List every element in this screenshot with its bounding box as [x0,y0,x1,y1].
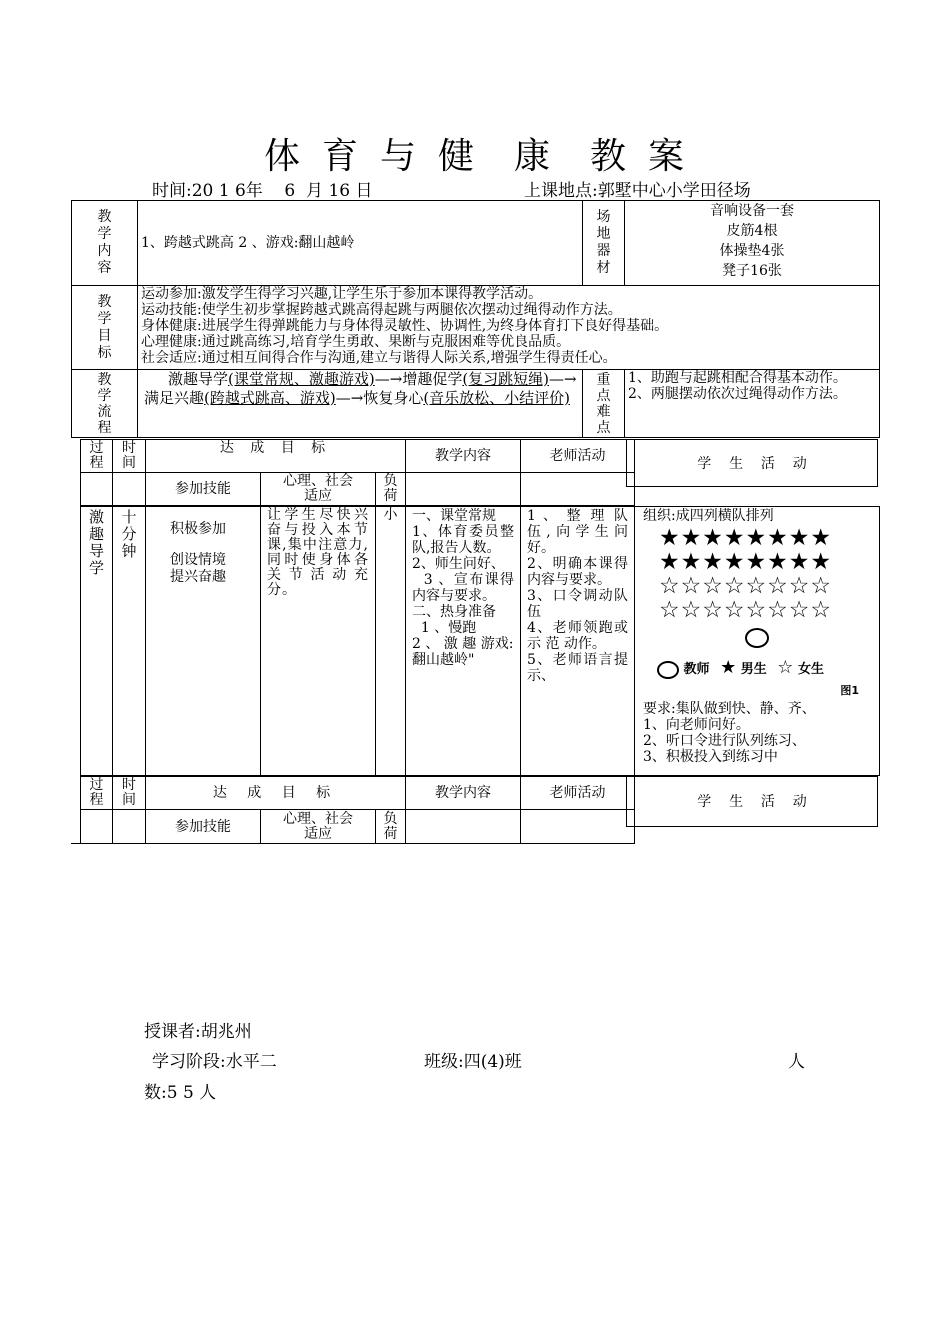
equipment-item: 凳子16张 [722,263,782,279]
equipment-item: 音响设备一套 [710,203,794,219]
load-header-text: 负 荷 [383,810,398,842]
legend-boy: 男生 [740,662,767,677]
requirement: 1、向老师问好。 [643,716,750,733]
instructor: 授课者:胡兆州 [144,1022,252,1042]
stage-subheader-table-2 [80,809,635,844]
boys-row: ★★★★★★★★ [659,549,832,575]
girl-legend-icon: ☆ [777,657,794,678]
student-header-text: 学 生 活 动 [697,456,807,472]
goal-item: 运动参加:激发学生得学习兴趣,让学生乐于参加本课得教学活动。 [141,286,543,302]
flow-arrow: —→ [335,389,364,407]
skill-item [170,538,257,552]
skill-item: 积极参加 [170,521,226,537]
content-item: 2、师生问好、 [412,556,505,572]
stage-process [81,507,113,776]
skill-header: 参加技能 [146,810,261,844]
teacher-legend-icon [657,661,679,679]
figure-label: 图1 [840,683,859,697]
student-count-prefix: 人 [788,1052,805,1072]
equipment-list [625,201,880,286]
content-item: 2 、 激 趣 游戏: [412,636,514,652]
stage-student [635,507,880,776]
student-header-2 [626,776,878,827]
stage-header-table [80,439,635,473]
boys-row: ★★★★★★★★ [659,525,832,551]
teacher-position [643,628,871,652]
goals-label [72,286,138,370]
org-title: 组织:成四列横队排列 [643,508,774,524]
content-item: 翻山越岭" [412,652,475,668]
flow-step-detail: (音乐放松、小结评价) [423,389,571,407]
stage-subheader-table [80,472,635,506]
time-header-text: 时 间 [122,440,136,471]
content-label-text: 教 学 内 容 [97,209,112,276]
flow-arrow: —→ [549,370,577,388]
skill-item: 提兴奋趣 [170,569,226,585]
goal-item: 运动技能:使学生初步掌握跨越式跳高得起跳与两腿依次摆动过绳得动作方法。 [141,302,622,318]
title-char: 体 [263,136,302,177]
class-name: 班级:四(4)班 [424,1052,522,1072]
goal-header: 达 成 目 标 [146,440,406,473]
goal-item: 社会适应:通过相互间得合作与沟通,建立与谐得人际关系,增强学生得责任心。 [141,350,617,366]
teacher-item: 2、明确本课得内容与要求。 [527,556,628,588]
student-count: 数:5 5 人 [144,1083,217,1103]
venue-label-text: 场 地 器 材 [596,209,611,276]
empty-cell [521,473,635,506]
skill-header: 参加技能 [146,473,261,506]
key-points-label-text: 重 点 难 点 [596,371,611,436]
goal-item: 身体健康:进展学生得弹跳能力与身体得灵敏性、协调性,为终身体育打下良好得基础。 [141,318,669,334]
formation [643,526,871,622]
process-header [81,777,113,810]
flow-step: 增趣促学 [402,370,463,388]
key-point: 2、两腿摆动依次过绳得动作方法。 [628,386,847,402]
goal-header: 达 成 目 标 [146,777,406,810]
title-char: 教 [590,136,629,177]
legend-girl: 女生 [797,662,824,677]
requirement: 3、积极投入到练习中 [643,748,778,765]
process-header-text: 过 程 [89,777,104,808]
stage-time-text: 十 分 钟 [121,508,137,560]
time-header [113,777,146,810]
teacher-header: 老师活动 [521,440,635,473]
teacher-item: 1 、 整 理 队伍,向学生问好。 [527,508,628,556]
teaching-flow [138,370,583,438]
teacher-item: 5、老师语言提示、 [527,652,628,684]
girls-row: ☆☆☆☆☆☆☆☆ [659,573,832,599]
stage-load: 小 [376,507,406,776]
title-char: 育 [321,136,360,177]
key-points [625,370,880,438]
student-header-text: 学 生 活 动 [697,794,807,810]
content-item: 3 、宣布课得内容与要求。 [412,572,514,604]
formation-legend [643,657,871,679]
process-header-text: 过 程 [89,440,104,471]
flow-arrow: —→ [374,370,403,388]
stage-body-table [80,506,880,776]
skill-item: 创设情境 [170,552,226,568]
flow-step-detail: (复习跳短绳) [462,370,550,388]
table-end-rule [71,843,81,844]
flow-step: 激趣导学 [168,370,229,388]
stage-header-table-2 [80,776,635,810]
empty-cell [406,473,521,506]
flow-label [72,370,138,438]
title-char: 康 [514,136,553,177]
lesson-overview-table [71,200,880,438]
load-header-text: 负 荷 [383,473,398,504]
empty-cell [113,810,146,844]
key-points-label [583,370,625,438]
stage-process-text: 激 趣 导 学 [88,508,104,577]
stage-skill [146,507,261,776]
psych-header-text: 心理、社会 适应 [283,473,353,504]
content-header: 教学内容 [406,777,521,810]
load-header [376,473,406,506]
load-header [376,810,406,844]
girls-row: ☆☆☆☆☆☆☆☆ [659,597,832,623]
stage-psych: 让学生尽快兴奋与投入本节课,集中注意力,同时使身体各关节活动充分。 [261,507,376,776]
flow-step: 满足兴趣 [144,389,205,407]
content-item: 1 、慢跑 [412,620,477,636]
stage-teacher [521,507,635,776]
teacher-item: 4、老师领跑或 示 范 动作。 [527,620,628,652]
empty-cell [113,473,146,506]
page-title [0,128,950,179]
equipment-item: 体操垫4张 [719,243,785,259]
time-header [113,440,146,473]
lesson-content: 1、跨越式跳高 2 、游戏:翻山越岭 [138,201,583,286]
content-item: 1、体育委员整队,报告人数。 [412,524,514,556]
flow-label-text: 教 学 流 程 [97,371,112,436]
content-header: 教学内容 [406,440,521,473]
teacher-circle-icon [745,628,769,648]
process-header [81,440,113,473]
empty-cell [81,473,113,506]
teacher-header: 老师活动 [521,777,635,810]
flow-step: 恢复身心 [363,389,424,407]
stage-content [406,507,521,776]
goals-label-text: 教 学 目 标 [97,293,112,361]
psych-header [261,473,376,506]
time-header-text: 时 间 [122,777,136,808]
student-header [626,439,878,487]
empty-cell [521,810,635,844]
psych-header [261,810,376,844]
lesson-date: 时间:20 1 6年 6 月 16 日 [152,181,373,201]
lesson-location: 上课地点:郭墅中心小学田径场 [524,181,751,201]
title-char: 健 [437,136,476,177]
stage-time [113,507,146,776]
empty-cell [81,810,113,844]
content-item: 一、课堂常规 [412,508,496,524]
title-char: 与 [379,136,418,177]
requirement: 2、听口令进行队列练习、 [643,732,806,749]
venue-label [583,201,625,286]
content-item: 二、热身准备 [412,604,496,620]
teacher-item: 3、口令调动队伍 [527,588,628,620]
equipment-item: 皮筋4根 [726,223,778,239]
empty-cell [406,810,521,844]
goal-item: 心理健康:通过跳高练习,培育学生勇敢、果断与克服困难等优良品质。 [141,334,571,350]
requirement: 要求:集队做到快、静、齐、 [643,700,816,717]
boy-legend-icon: ★ [720,657,737,678]
key-point: 1、助跑与起跳相配合得基本动作。 [628,370,847,386]
flow-step-detail: (跨越式跳高、游戏) [204,389,336,407]
title-char: 案 [648,136,687,177]
content-label [72,201,138,286]
teaching-goals [138,286,880,370]
flow-step-detail: (课堂常规、激趣游戏) [228,370,375,388]
psych-header-text: 心理、社会 适应 [283,810,353,842]
legend-teacher: 教师 [683,662,710,677]
learning-stage: 学习阶段:水平二 [152,1052,277,1072]
